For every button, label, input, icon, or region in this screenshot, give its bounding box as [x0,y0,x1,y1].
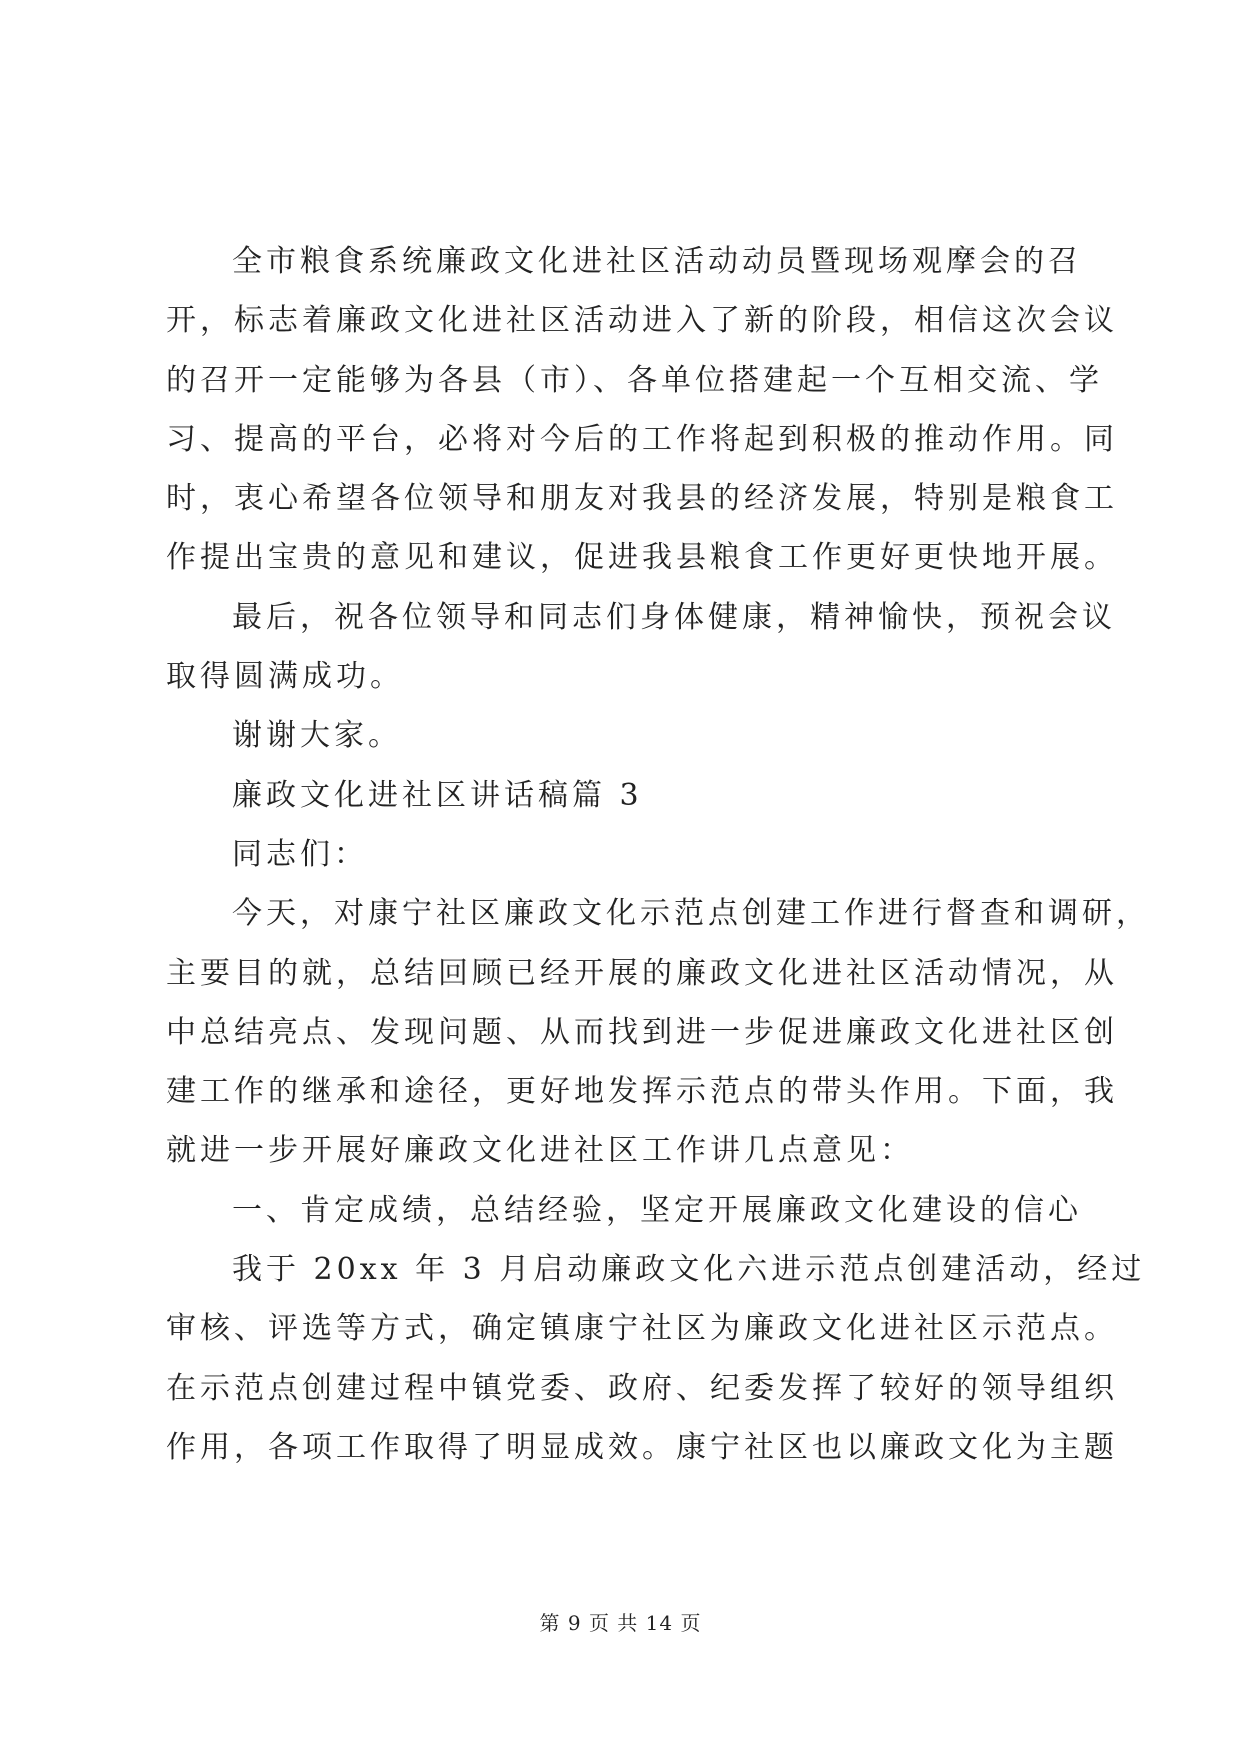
text-line: 时，衷心希望各位领导和朋友对我县的经济发展，特别是粮食工 [166,481,1118,517]
text-line: 廉政文化进社区讲话稿篇 3 [232,777,643,813]
text-line: 取得圆满成功。 [166,659,404,695]
text-line: 习、提高的平台，必将对今后的工作将起到积极的推动作用。同 [166,421,1118,457]
text-line: 全市粮食系统廉政文化进社区活动动员暨现场观摩会的召 [232,244,1082,279]
text-line: 最后，祝各位领导和同志们身体健康，精神愉快，预祝会议 [232,599,1116,635]
text-line: 的召开一定能够为各县（市）、各单位搭建起一个互相交流、学 [166,362,1103,398]
text-line: 同志们： [232,836,368,872]
text-line: 作提出宝贵的意见和建议，促进我县粮食工作更好更快地开展。 [166,540,1118,576]
text-line: 建工作的继承和途径，更好地发挥示范点的带头作用。下面，我 [166,1074,1118,1110]
text-line: 今天，对康宁社区廉政文化示范点创建工作进行督查和调研， [232,896,1150,932]
text-line: 谢谢大家。 [232,718,402,754]
text-line: 作用，各项工作取得了明显成效。康宁社区也以廉政文化为主题 [166,1429,1118,1465]
text-line: 就进一步开展好廉政文化进社区工作讲几点意见： [166,1133,914,1169]
page-footer: 第 9 页 共 14 页 [539,1611,702,1635]
text-line: 一、肯定成绩，总结经验，坚定开展廉政文化建设的信心 [232,1192,1082,1228]
text-line: 我于 20xx 年 3 月启动廉政文化六进示范点创建活动，经过 [232,1252,1146,1288]
text-line: 中总结亮点、发现问题、从而找到进一步促进廉政文化进社区创 [166,1014,1118,1050]
text-line: 在示范点创建过程中镇党委、政府、纪委发挥了较好的领导组织 [166,1370,1118,1406]
text-line: 主要目的就，总结回顾已经开展的廉政文化进社区活动情况，从 [166,955,1118,991]
text-line: 审核、评选等方式，确定镇康宁社区为廉政文化进社区示范点。 [166,1311,1118,1347]
text-line: 开，标志着廉政文化进社区活动进入了新的阶段，相信这次会议 [166,303,1118,339]
document-body [166,232,1150,1477]
